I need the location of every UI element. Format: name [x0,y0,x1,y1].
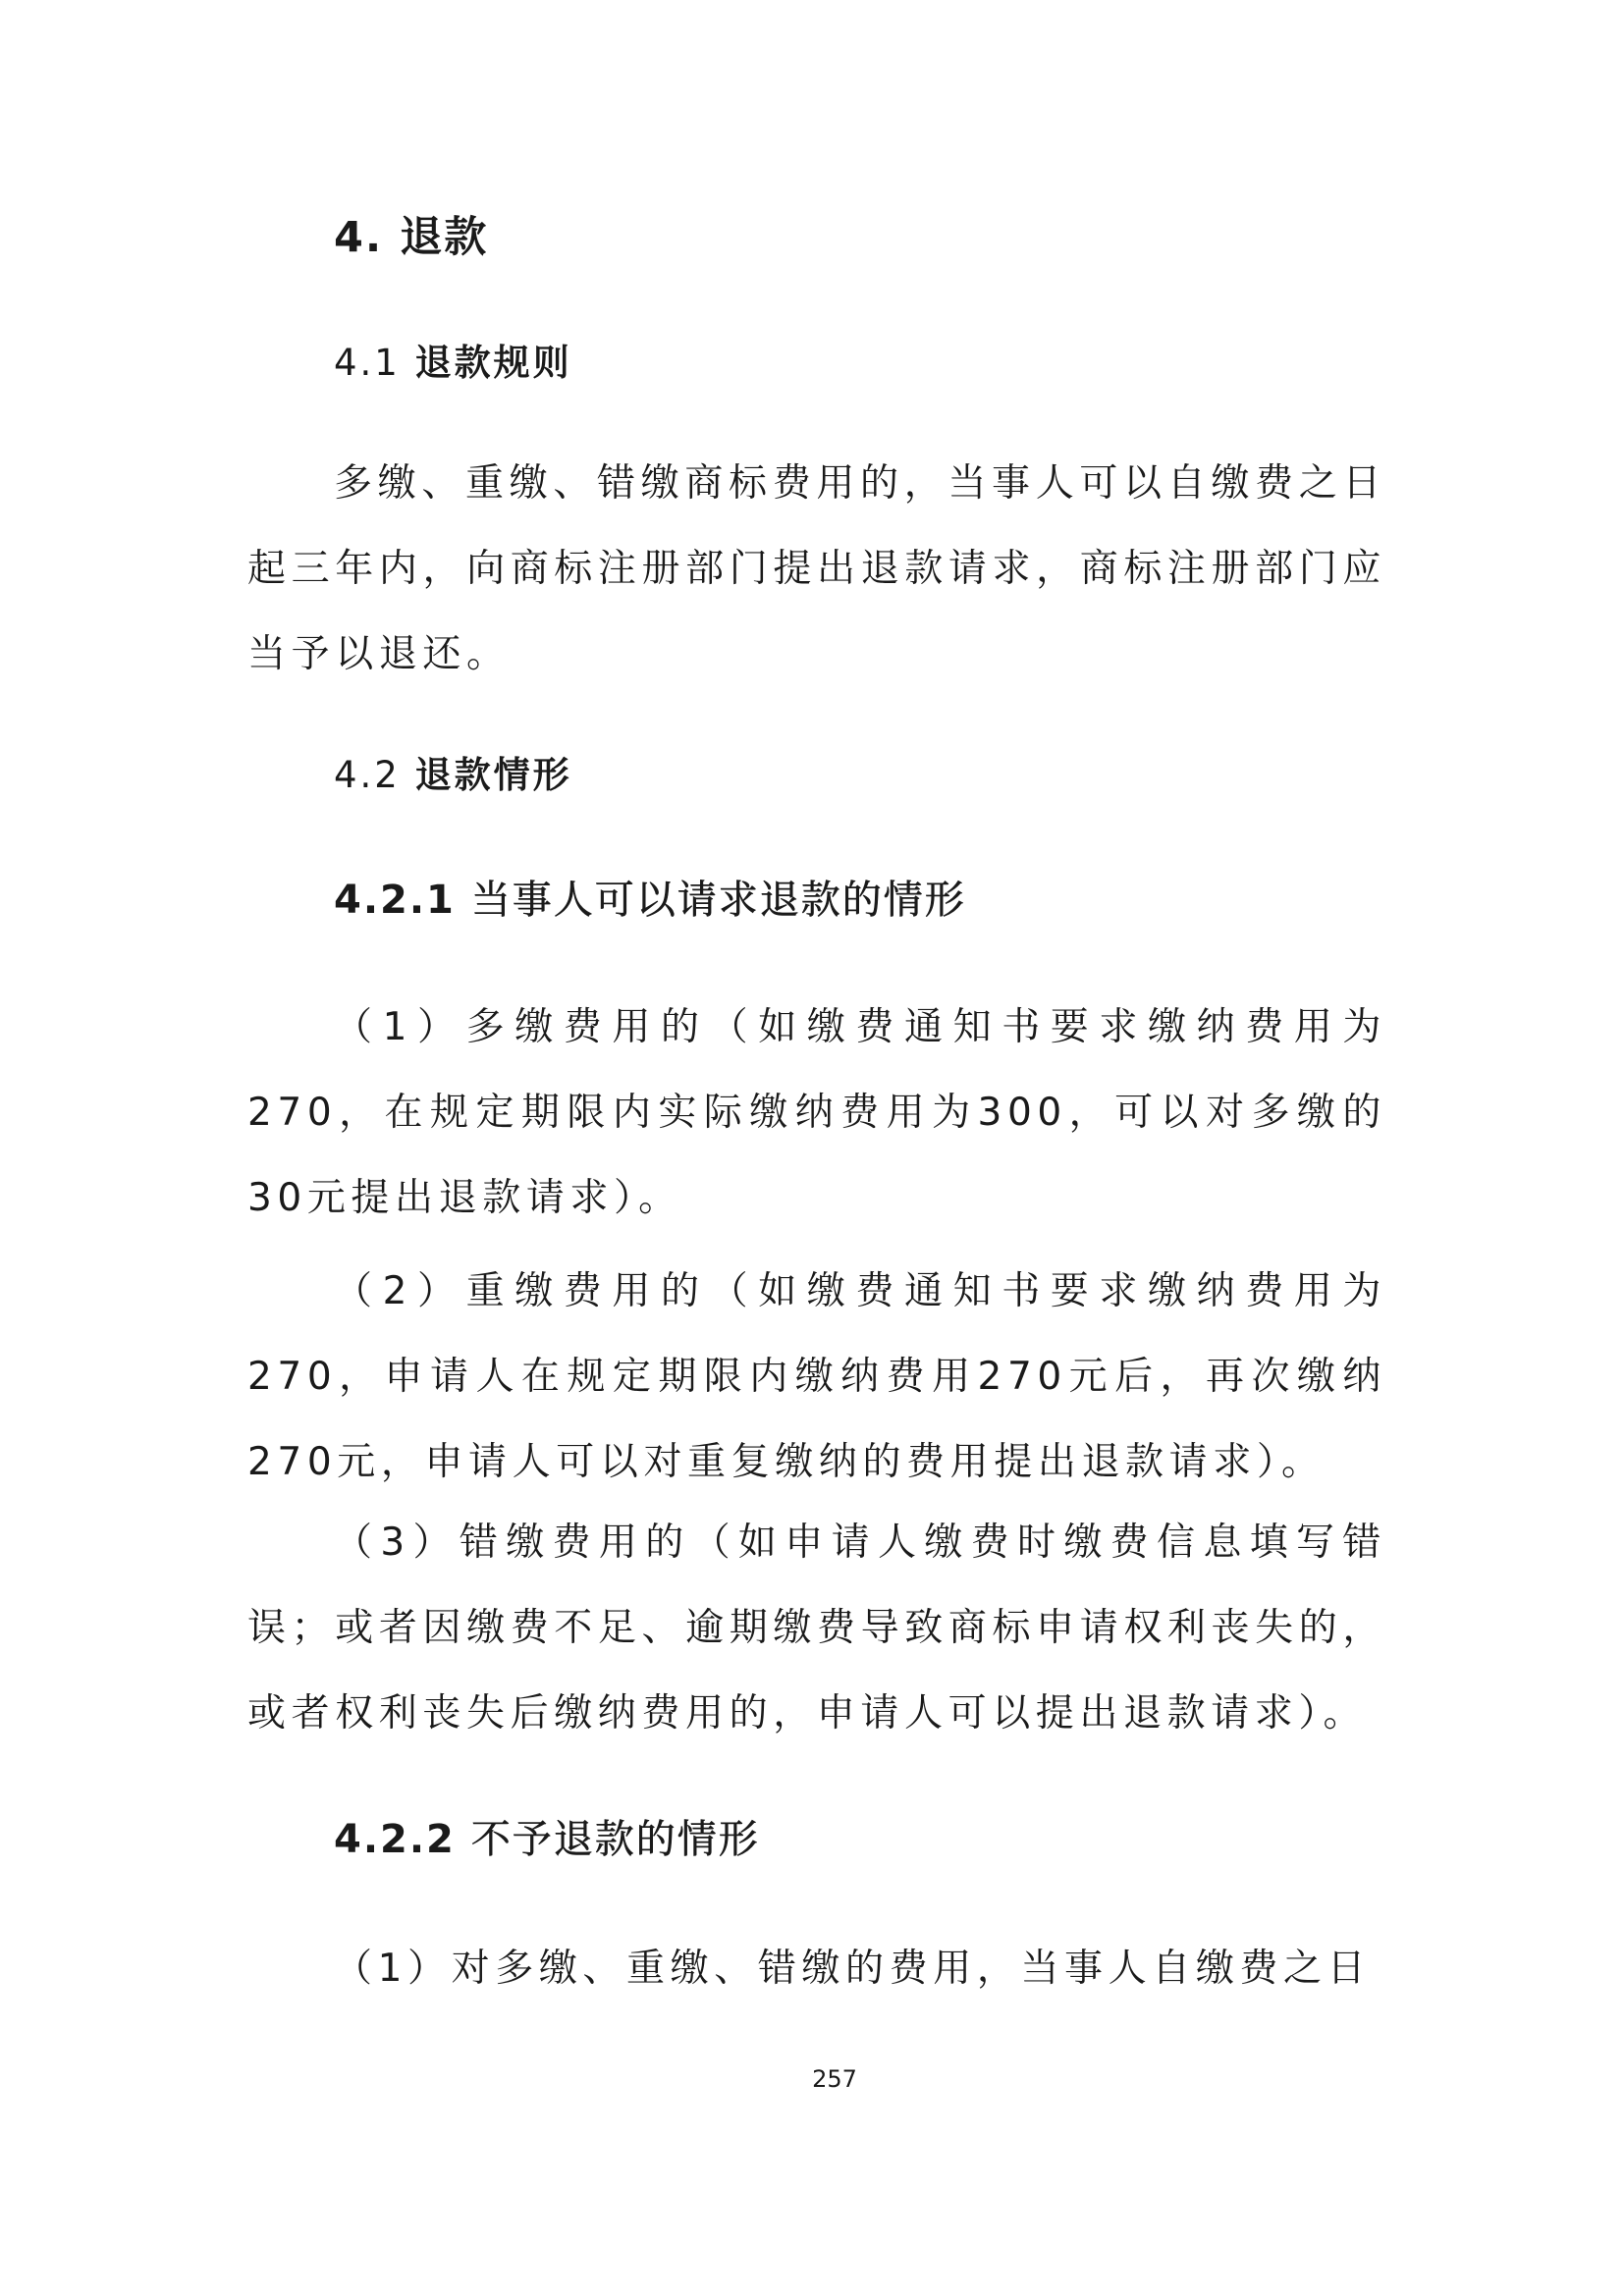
refund-rules-paragraph: 多缴、重缴、错缴商标费用的，当事人可以自缴费之日起三年内，向商标注册部门提出退款请求，商标注册部门应当予以退还。 [247,461,1386,676]
non-refundable-item-1: （1）对多缴、重缴、错缴的费用，当事人自缴费之日 [334,1947,1372,1991]
page-number: 257 [812,2065,857,2093]
subsection-heading-refund-cases [334,746,1473,805]
heading-number: 4.2.1 [334,878,471,923]
heading-number: 4.1 [334,342,415,384]
subsection-heading-refund-rules [334,334,1473,393]
heading-number: 4.2 [334,754,415,796]
subsubsection-heading-refundable [334,871,1473,930]
heading-text: 当事人可以请求退款的情形 [470,878,966,923]
refundable-item-3: （3）错缴费用的（如申请人缴费时缴费信息填写错误；或者因缴费不足、逾期缴费导致商标申请权利丧失的，或者权利丧失后缴纳费用的，申请人可以提出退款请求）。 [247,1521,1386,1735]
refundable-item-2: （2）重缴费用的（如缴费通知书要求缴纳费用为270，申请人在规定期限内缴纳费用270元后，再次缴纳270元，申请人可以对重复缴纳的费用提出退款请求）。 [247,1269,1386,1484]
heading-text: 退款规则 [414,342,572,384]
section-heading: 4. 退款 [334,213,489,262]
heading-text: 退款情形 [414,754,572,796]
heading-text: 不予退款的情形 [470,1817,760,1862]
subsubsection-heading-non-refundable [334,1810,1473,1869]
refundable-item-1: （1）多缴费用的（如缴费通知书要求缴纳费用为270，在规定期限内实际缴纳费用为300，可以对多缴的30元提出退款请求）。 [247,1005,1386,1220]
heading-number: 4.2.2 [334,1817,471,1862]
